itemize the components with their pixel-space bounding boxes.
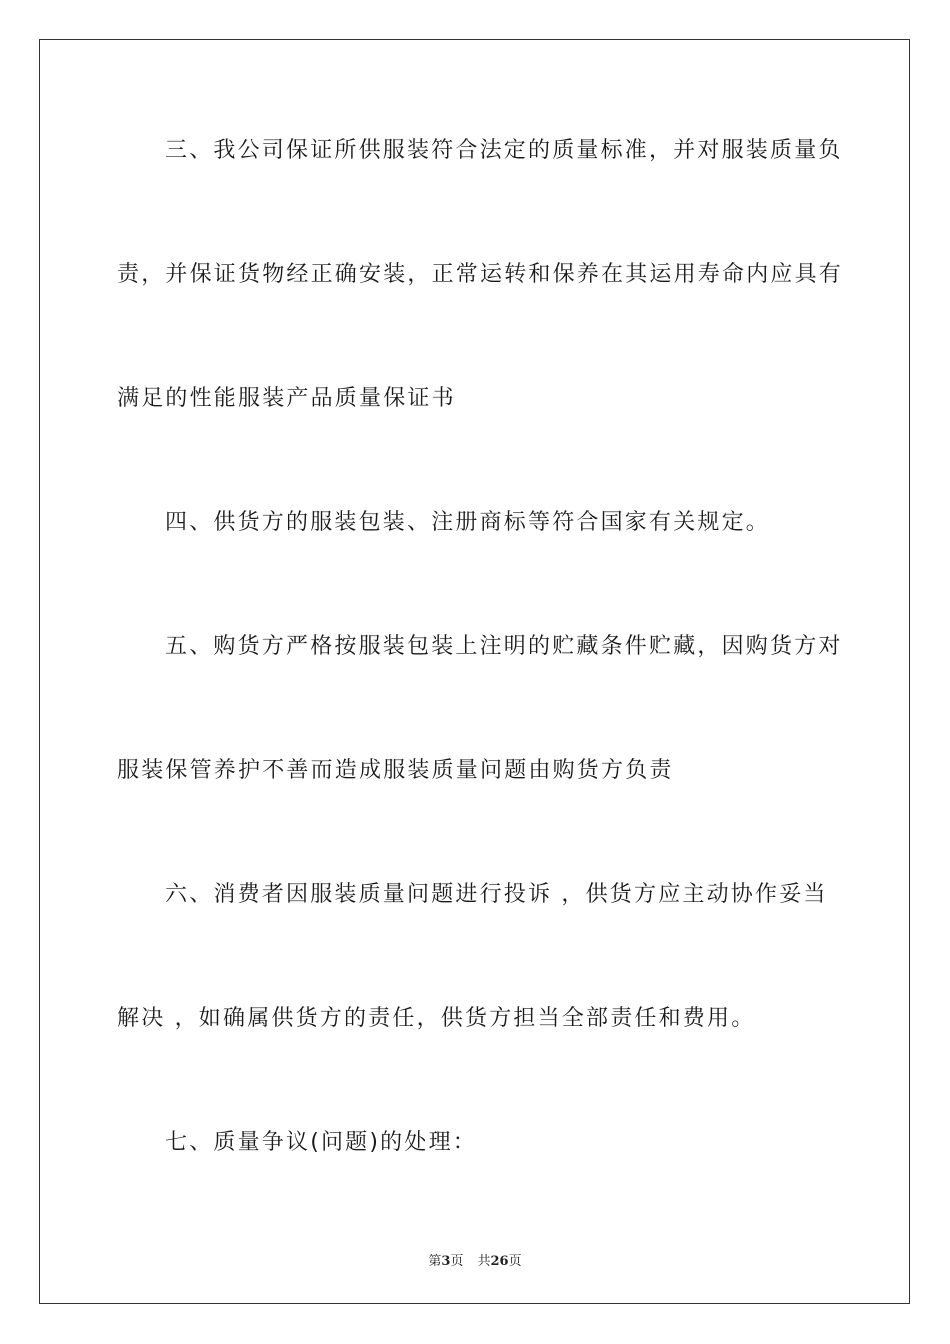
- paragraph-4-line-1: 四、供货方的服装包装、注册商标等符合国家有关规定。: [165, 510, 771, 535]
- paragraph-3-line-2: 责，并保证货物经正确安装，正常运转和保养在其运用寿命内应具有: [117, 262, 844, 287]
- paragraph-3-line-3: 满足的性能服装产品质量保证书: [117, 386, 456, 411]
- paragraph-5-line-1: 五、购货方严格按服装包装上注明的贮藏条件贮藏，因购货方对: [165, 634, 843, 659]
- page-border: [39, 39, 910, 1304]
- page-suffix: 页: [450, 1254, 464, 1269]
- total-prefix: 共: [477, 1254, 491, 1269]
- paragraph-7-line-1: 七、质量争议(问题)的处理：: [165, 1130, 477, 1155]
- paragraph-5-line-2: 服装保管养护不善而造成服装质量问题由购货方负责: [117, 758, 674, 783]
- page-number: 3: [441, 1254, 451, 1269]
- page-footer: [0, 1250, 950, 1269]
- paragraph-6-line-2: 解决 ，如确属供货方的责任，供货方担当全部责任和费用。: [117, 1006, 756, 1031]
- total-suffix: 页: [508, 1254, 522, 1269]
- paragraph-6-line-1: 六、消费者因服装质量问题进行投诉 ，供货方应主动协作妥当: [165, 882, 828, 907]
- total-pages: 26: [490, 1254, 509, 1269]
- page-prefix: 第: [428, 1254, 442, 1269]
- paragraph-3-line-1: 三、我公司保证所供服装符合法定的质量标准，并对服装质量负: [165, 138, 843, 163]
